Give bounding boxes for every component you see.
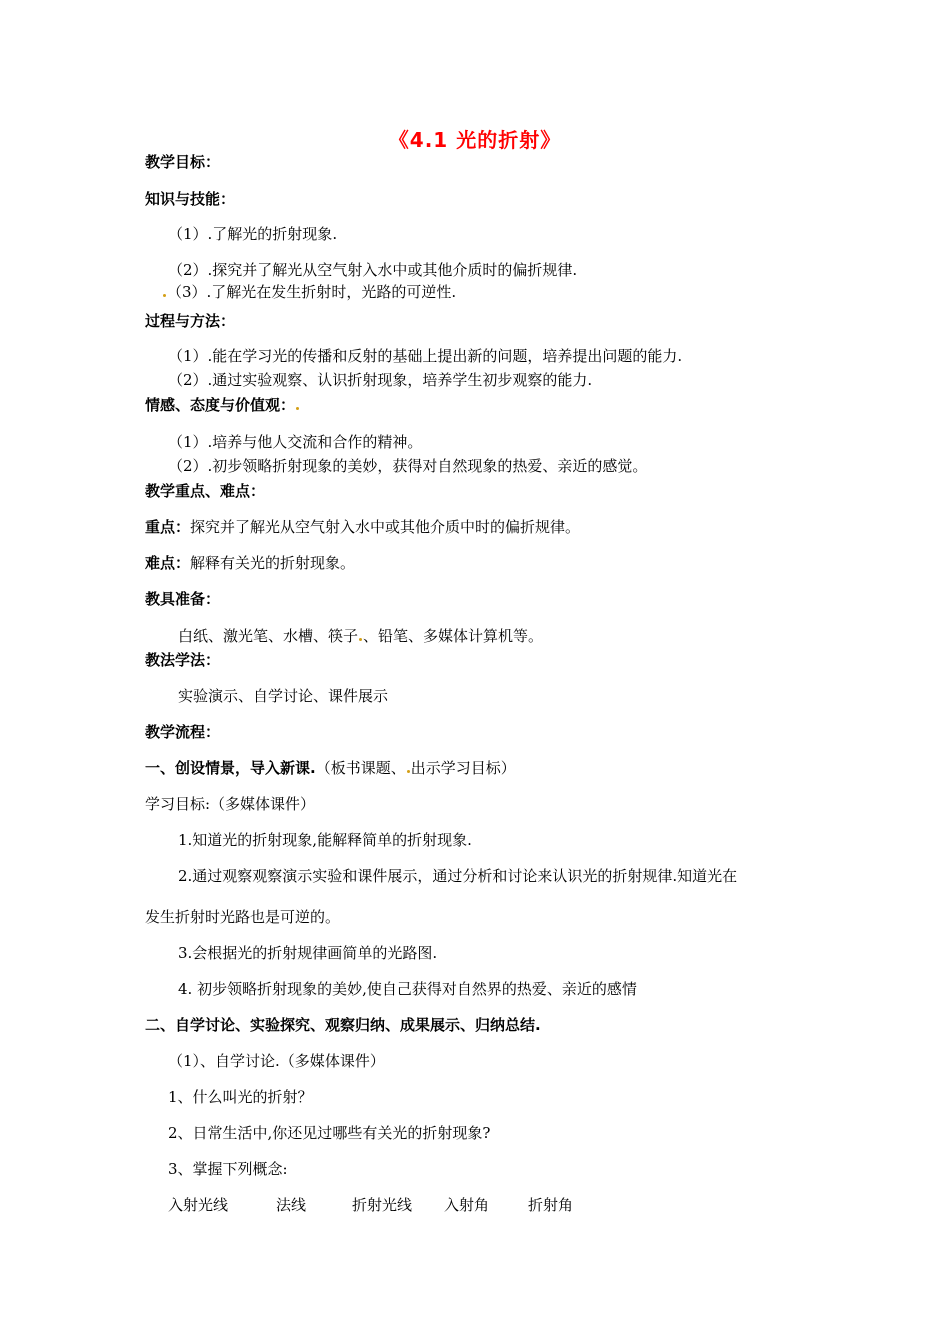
process-item: （1）.能在学习光的传播和反射的基础上提出新的问题，培养提出问题的能力. bbox=[168, 347, 683, 365]
goal-item: 4. 初步领略折射现象的美妙,使自己获得对自然界的热爱、亲近的感情 bbox=[178, 980, 637, 998]
emotion-heading: 情感、态度与价值观： bbox=[145, 396, 296, 414]
knowledge-item: （3）.了解光在发生折射时，光路的可逆性. bbox=[167, 283, 457, 301]
difficulty-text: 解释有关光的折射现象。 bbox=[190, 554, 356, 572]
tools-text-part: 、铅笔、多媒体计算机等。 bbox=[363, 627, 544, 645]
key-heading: 教学重点、难点： bbox=[145, 482, 266, 500]
process-item: （2）.通过实验观察、认识折射现象，培养学生初步观察的能力. bbox=[168, 371, 593, 389]
knowledge-item-row bbox=[162, 282, 456, 302]
goal-item: 1.知道光的折射现象,能解释简单的折射现象. bbox=[178, 831, 472, 849]
goal-item: 发生折射时光路也是可逆的。 bbox=[145, 908, 341, 926]
knowledge-item: （2）.探究并了解光从空气射入水中或其他介质时的偏折规律. bbox=[168, 261, 578, 279]
self-study: （1）、自学讨论.（多媒体课件） bbox=[168, 1052, 385, 1070]
objectives-heading: 教学目标： bbox=[145, 153, 221, 171]
emotion-item: （2）.初步领略折射现象的美妙，获得对自然现象的热爱、亲近的感觉。 bbox=[168, 457, 648, 475]
goal-item: 3.会根据光的折射规律画简单的光路图. bbox=[178, 944, 438, 962]
section1-note: （板书课题、 bbox=[315, 759, 406, 777]
emotion-item: （1）.培养与他人交流和合作的精神。 bbox=[168, 433, 423, 451]
section1-note: 出示学习目标） bbox=[410, 759, 516, 777]
process-heading: 过程与方法： bbox=[145, 312, 236, 330]
difficulty-label: 难点： bbox=[145, 554, 191, 572]
knowledge-item: （1）.了解光的折射现象. bbox=[168, 225, 338, 243]
term-item: 折射角 bbox=[528, 1196, 574, 1214]
term-item: 入射角 bbox=[444, 1196, 490, 1214]
goals-label: 学习目标:（多媒体课件） bbox=[145, 795, 316, 813]
term-item: 折射光线 bbox=[352, 1196, 413, 1214]
tools-heading: 教具准备： bbox=[145, 590, 221, 608]
question-item: 3、掌握下列概念: bbox=[168, 1160, 288, 1178]
section2-heading: 二、自学讨论、实验探究、观察归纳、成果展示、归纳总结. bbox=[145, 1016, 541, 1034]
tools-text bbox=[178, 626, 543, 646]
mark-dot-icon bbox=[359, 638, 362, 641]
tools-text-part: 白纸、激光笔、水槽、筷子 bbox=[178, 627, 359, 645]
document-title: 《4.1 光的折射》 bbox=[388, 128, 562, 152]
terms-row bbox=[168, 1195, 573, 1215]
key-text: 探究并了解光从空气射入水中或其他介质中时的偏折规律。 bbox=[190, 518, 581, 536]
method-text: 实验演示、自学讨论、课件展示 bbox=[178, 687, 389, 705]
emotion-heading-row bbox=[145, 395, 300, 415]
mark-dot-icon bbox=[407, 770, 410, 773]
difficulty-point bbox=[145, 553, 355, 573]
question-item: 1、什么叫光的折射？ bbox=[168, 1088, 313, 1106]
section1-row bbox=[145, 758, 516, 778]
term-item: 入射光线 bbox=[168, 1196, 229, 1214]
key-point bbox=[145, 517, 580, 537]
key-label: 重点： bbox=[145, 518, 191, 536]
term-item: 法线 bbox=[276, 1196, 307, 1214]
method-heading: 教法学法： bbox=[145, 651, 221, 669]
goal-item: 2.通过观察观察演示实验和课件展示，通过分析和讨论来认识光的折射规律.知道光在 bbox=[178, 867, 738, 885]
question-item: 2、日常生活中,你还见过哪些有关光的折射现象? bbox=[168, 1124, 491, 1142]
flow-heading: 教学流程： bbox=[145, 723, 221, 741]
mark-dot-icon bbox=[163, 294, 166, 297]
section1-heading: 一、创设情景，导入新课. bbox=[145, 759, 316, 777]
mark-dot-icon bbox=[296, 407, 299, 410]
knowledge-heading: 知识与技能： bbox=[145, 190, 236, 208]
